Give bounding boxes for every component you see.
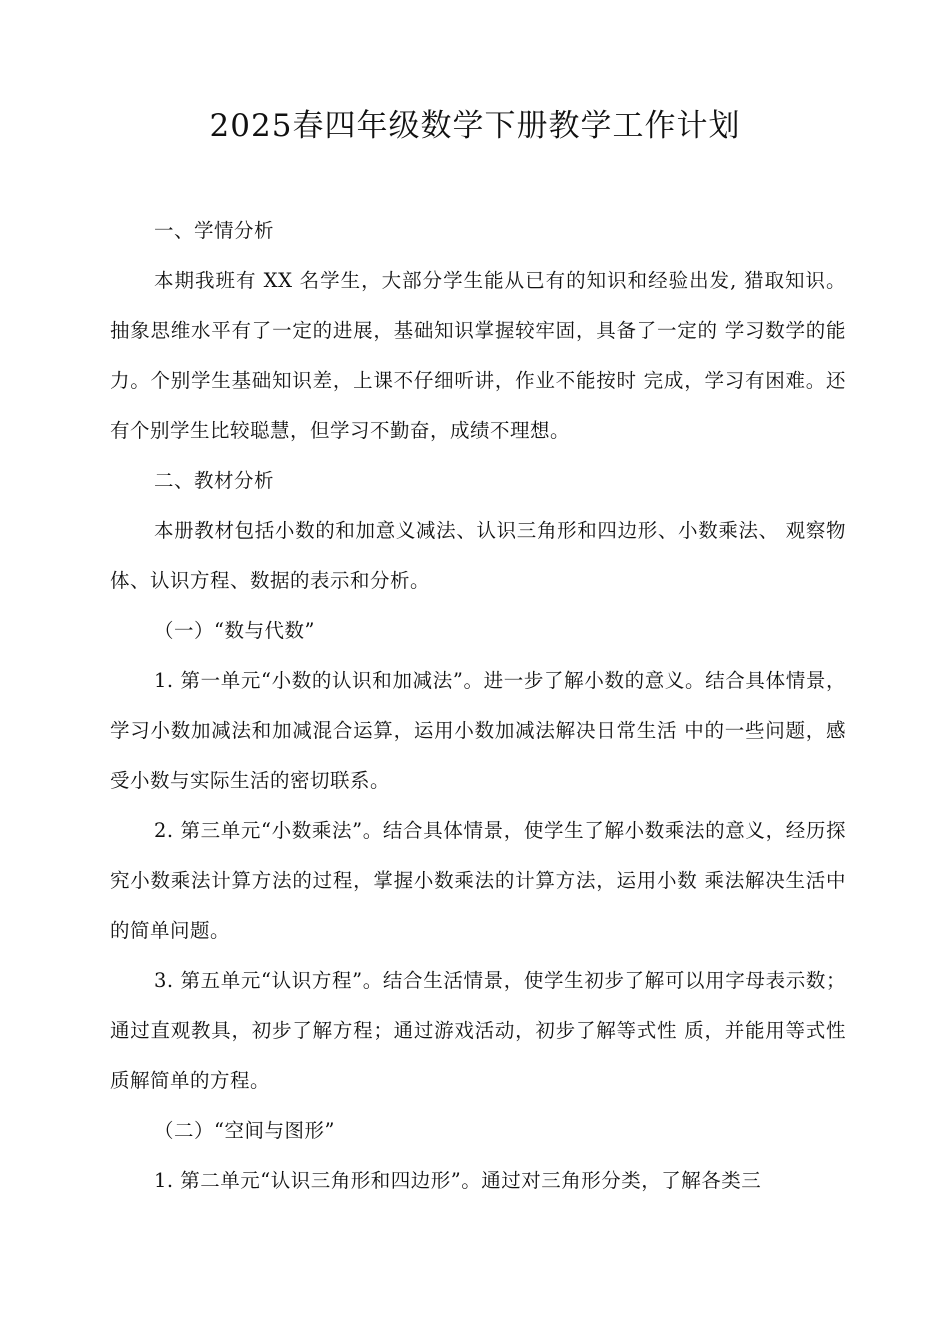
paragraph-student-analysis: 本期我班有 XX 名学生，大部分学生能从已有的知识和经验出发, 猎取知识。抽象思维水平有了一定的进展，基础知识掌握较牢固，具备了一定的 学习数学的能力。个别学生基础知识差，上课不仔细听讲，作业不能按时 完成，学习有困难。还有个别学生比较聪慧，但学习不勤奋，成绩不理想。 xyxy=(110,269,846,442)
list-item-unit-five: 3. 第五单元“认识方程”。结合生活情景，使学生初步了解可以用字母表示数；通过直观教具，初步了解方程；通过游戏活动，初步了解等式性 质，并能用等式性质解简单的方程。 xyxy=(110,969,846,1092)
document-body xyxy=(110,206,846,1206)
list-item-unit-two: 1. 第二单元“认识三角形和四边形”。通过对三角形分类，了解各类三 xyxy=(154,1169,762,1192)
sub-heading-numbers-algebra: （一）“数与代数” xyxy=(154,619,315,642)
sub-heading-space-shapes: （二）“空间与图形” xyxy=(154,1119,335,1142)
section-heading-textbook-analysis: 二、教材分析 xyxy=(154,469,275,492)
section-heading-student-analysis: 一、学情分析 xyxy=(154,219,275,242)
list-item-unit-three: 2. 第三单元“小数乘法”。结合具体情景，使学生了解小数乘法的意义，经历探究小数乘法计算方法的过程，掌握小数乘法的计算方法，运用小数 乘法解决生活中的简单问题。 xyxy=(110,819,846,942)
list-item-unit-one: 1. 第一单元“小数的认识和加减法”。进一步了解小数的意义。结合具体情景，学习小数加减法和加减混合运算，运用小数加减法解决日常生活 中的一些问题，感受小数与实际生活的密切联系。 xyxy=(110,669,846,792)
document-title: 2025春四年级数学下册教学工作计划 xyxy=(209,108,741,144)
paragraph-textbook-contents: 本册教材包括小数的和加意义减法、认识三角形和四边形、小数乘法、 观察物体、认识方程、数据的表示和分析。 xyxy=(110,519,846,592)
